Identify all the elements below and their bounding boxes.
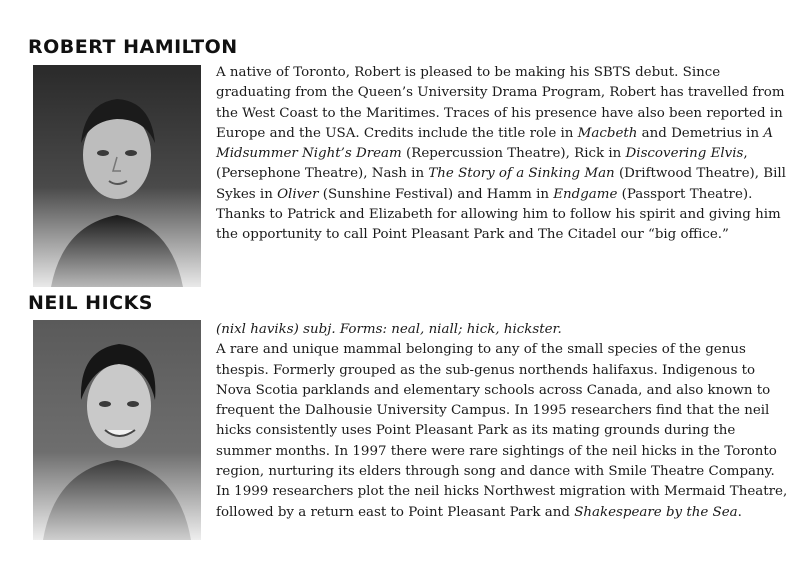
robert-hamilton-text-run: A native of Toronto, Robert is pleased to be making his SBTS debut. Since graduating from the Queen’s University Drama Program, Robert has travelled from the West Coast to the Maritimes. Traces of his presence have also been reported in Europe and the USA. Credits include the title role in xyxy=(216,65,785,141)
robert-hamilton-text-run: A Midsummer Night’s Dream xyxy=(216,125,774,162)
robert-hamilton-text-run: and Demetrius in xyxy=(637,125,764,141)
bio-name-robert-hamilton: ROBERT HAMILTON xyxy=(28,36,238,58)
bio-body-neil-hicks xyxy=(216,340,788,523)
robert-hamilton-text-run: (Driftwood Theatre), Bill Sykes in xyxy=(216,166,786,202)
neil-hicks-photo xyxy=(33,320,201,540)
robert-hamilton-text-run: (Repercussion Theatre), Rick in xyxy=(401,146,626,162)
robert-hamilton-text-run: Oliver xyxy=(277,186,319,202)
robert-hamilton-text-run: Endgame xyxy=(553,186,618,202)
robert-hamilton-text-run: (Sunshine Festival) and Hamm in xyxy=(318,186,554,202)
bio-text-robert-hamilton xyxy=(216,63,788,246)
robert-hamilton-text-run: The Story of a Sinking Man xyxy=(428,166,615,182)
neil-hicks-text-run: Shakespeare by the Sea xyxy=(574,504,738,520)
bio-text-neil-hicks xyxy=(216,320,788,523)
bio-lead-neil-hicks: (nixl haviks) subj. Forms: neal, niall; hick, hickster. xyxy=(216,322,562,337)
robert-hamilton-text-run: Macbeth xyxy=(577,125,638,141)
robert-hamilton-text-run: (Passport Theatre). Thanks to Patrick and Elizabeth for allowing him to follow his spirit and giving him the opportunity to call Point Pleasant Park and The Citadel our “big office.” xyxy=(216,186,781,243)
neil-hicks-text-run: A rare and unique mammal belonging to any of the small species of the genus thespis. Formerly grouped as the sub-genus northends halifaxus. Indigenous to Nova Scotia parklands and elementary schools across Canada, and also known to frequent the Dalhousie University Campus. In 1995 researchers find that the neil hicks consistently uses Point Pleasant Park as its mating grounds during the summer months. In 1997 there were rare sightings of the neil hicks in the Toronto region, nurturing its elders through song and dance with Smile Theatre Company. In 1999 researchers plot the neil hicks Northwest migration with Mermaid Theatre, followed by a return east to Point Pleasant Park and xyxy=(216,342,788,520)
robert-hamilton-text-run: Discovering Elvis xyxy=(625,146,744,162)
neil-hicks-text-run: . xyxy=(737,504,742,520)
robert-hamilton-text-run: , (Persephone Theatre), Nash in xyxy=(216,146,748,182)
bio-name-neil-hicks: NEIL HICKS xyxy=(28,292,153,314)
robert-hamilton-photo xyxy=(33,65,201,287)
